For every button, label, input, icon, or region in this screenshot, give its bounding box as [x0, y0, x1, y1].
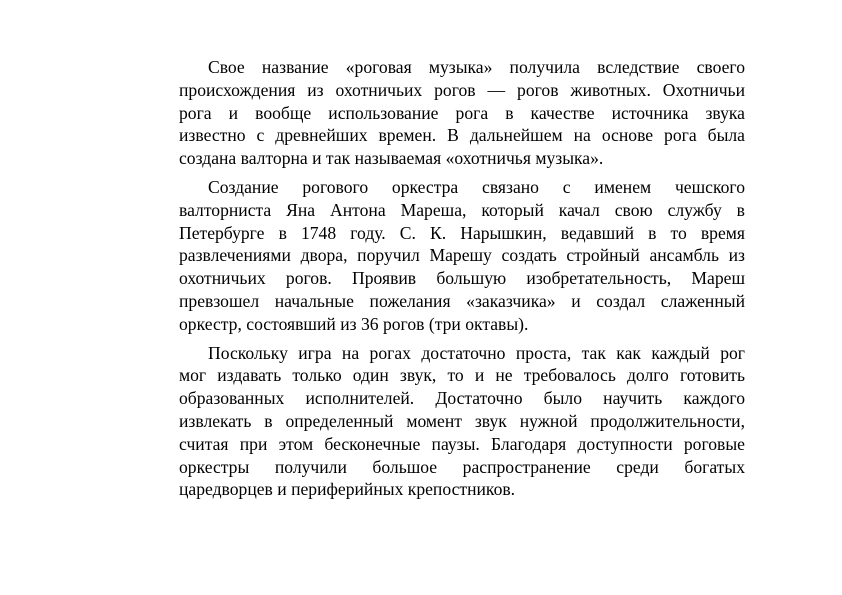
text-line: развлечениями двора, поручил Марешу создать стройный ансамбль из: [179, 245, 745, 266]
text-line: известно с древнейших времен. В дальнейшем на основе рога была: [179, 125, 745, 146]
text-line: Создание рогового оркестра связано с именем чешского: [208, 176, 745, 197]
paragraph-2: [150, 176, 745, 336]
text-line: Свое название «роговая музыка» получила вследствие своего: [208, 57, 745, 77]
text-line: валторниста Яна Антона Мареша, который качал свою службу в: [179, 199, 745, 220]
text-line: превзошел начальные пожелания «заказчика» и создал слаженный: [179, 290, 745, 311]
paragraph-3: [150, 342, 745, 502]
paragraph-1: [150, 56, 745, 170]
text-line: извлекать в определенный момент звук нужной продолжительности,: [179, 410, 745, 431]
document-body: [150, 56, 745, 507]
text-line: оркестры получили большое распространение среди богатых: [179, 456, 745, 477]
text-line: мог издавать только один звук, то и не требовалось долго готовить: [179, 365, 745, 386]
text-line: охотничьих рогов. Проявив большую изобретательность, Мареш: [179, 268, 745, 289]
text-line: Поскольку игра на рогах достаточно проста, так как каждый рог: [208, 342, 745, 363]
text-line: образованных исполнителей. Достаточно было научить каждого: [179, 388, 745, 409]
text-line: происхождения из охотничьих рогов — рогов животных. Охотничьи: [179, 79, 745, 100]
text-line: считая при этом бесконечные паузы. Благодаря доступности роговые: [179, 433, 745, 454]
text-line: царедворцев и периферийных крепостников.: [179, 479, 516, 500]
text-line: рога и вообще использование рога в качестве источника звука: [179, 102, 745, 123]
text-line: создана валторна и так называемая «охотничья музыка».: [179, 148, 604, 169]
text-line: Петербурге в 1748 году. С. К. Нарышкин, ведавший в то время: [179, 222, 745, 243]
text-line: оркестр, состоявший из 36 рогов (три октавы).: [179, 313, 529, 334]
